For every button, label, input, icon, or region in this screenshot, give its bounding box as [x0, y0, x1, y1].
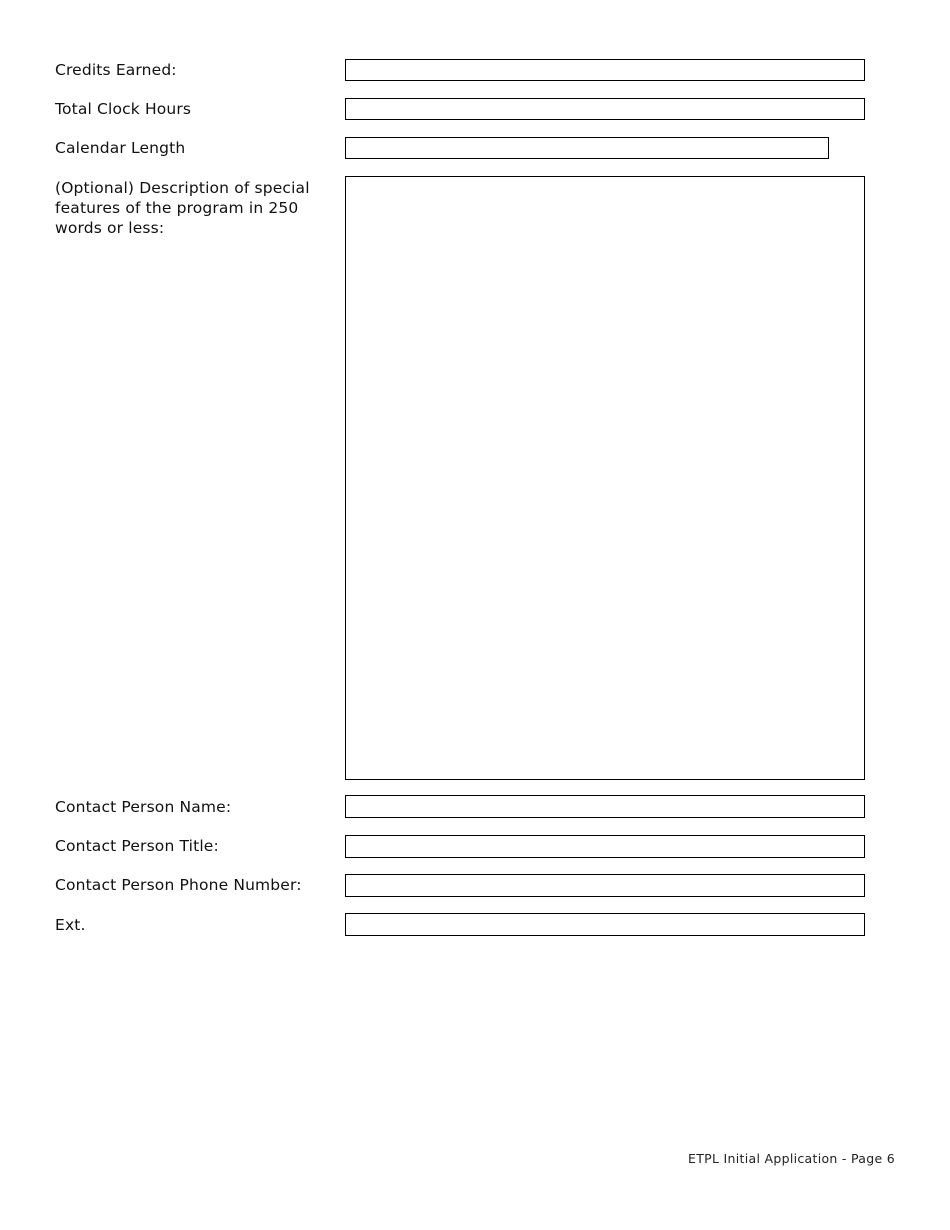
credits-earned-field[interactable]: [345, 59, 865, 81]
contact-phone-label: Contact Person Phone Number:: [55, 876, 302, 894]
contact-name-label: Contact Person Name:: [55, 798, 232, 816]
contact-ext-field[interactable]: [345, 913, 865, 936]
contact-ext-label: Ext.: [55, 916, 86, 934]
contact-phone-field[interactable]: [345, 874, 865, 897]
calendar-length-label: Calendar Length: [55, 139, 186, 157]
calendar-length-field[interactable]: [345, 137, 829, 159]
description-label: (Optional) Description of special features of the program in 250 words or less:: [55, 179, 310, 237]
total-clock-hours-label: Total Clock Hours: [55, 100, 192, 118]
total-clock-hours-field[interactable]: [345, 98, 865, 120]
credits-earned-label: Credits Earned:: [55, 61, 177, 79]
contact-title-field[interactable]: [345, 835, 865, 858]
page-footer-label: ETPL Initial Application - Page 6: [688, 1151, 895, 1166]
description-textarea[interactable]: [345, 176, 865, 780]
contact-title-label: Contact Person Title:: [55, 837, 219, 855]
contact-name-field[interactable]: [345, 795, 865, 818]
